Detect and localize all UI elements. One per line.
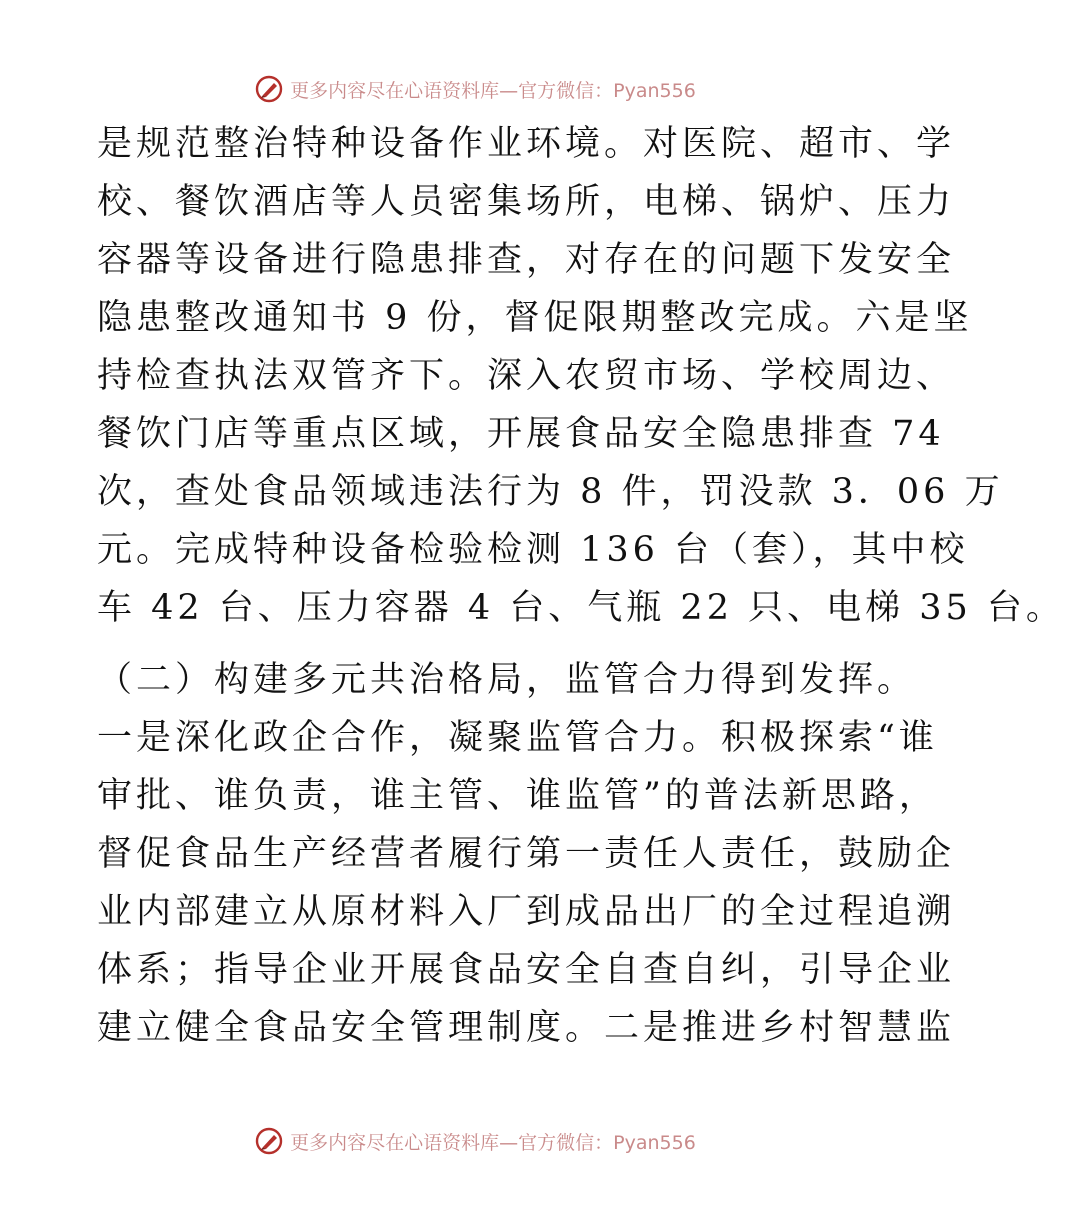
pen-logo-icon (254, 1126, 284, 1156)
body-line: 督促食品生产经营者履行第一责任人责任，鼓励企 (97, 834, 956, 874)
body-line: 体系；指导企业开展食品安全自查自纠，引导企业 (97, 950, 956, 990)
watermark-text: 更多内容尽在心语资料库—官方微信：Pyan556 (290, 1131, 696, 1154)
document-body (97, 122, 1065, 1064)
body-line: 建立健全食品安全管理制度。二是推进乡村智慧监 (97, 1008, 956, 1048)
body-line: 业内部建立从原材料入厂到成品出厂的全过程追溯 (97, 892, 956, 932)
pen-logo-icon (254, 74, 284, 104)
body-line: 次，查处食品领域违法行为 8 件，罚没款 3．06 万 (97, 472, 1004, 512)
body-line: 持检查执法双管齐下。深入农贸市场、学校周边、 (97, 356, 956, 396)
watermark-text: 更多内容尽在心语资料库—官方微信：Pyan556 (290, 79, 696, 102)
body-line: 元。完成特种设备检验检测 136 台（套），其中校 (97, 530, 969, 570)
footer-watermark (0, 1126, 950, 1156)
header-watermark (0, 74, 950, 104)
body-line: 是规范整治特种设备作业环境。对医院、超市、学 (97, 124, 956, 164)
section-heading: （二）构建多元共治格局，监管合力得到发挥。 (97, 660, 917, 700)
body-line: 一是深化政企合作，凝聚监管合力。积极探索“谁 (97, 718, 938, 758)
body-line: 餐饮门店等重点区域，开展食品安全隐患排查 74 (97, 414, 945, 454)
body-line: 校、餐饮酒店等人员密集场所，电梯、锅炉、压力 (97, 182, 956, 222)
body-line: 审批、谁负责，谁主管、谁监管”的普法新思路， (97, 776, 938, 816)
body-line: 容器等设备进行隐患排查，对存在的问题下发安全 (97, 240, 956, 280)
body-line: 车 42 台、压力容器 4 台、气瓶 22 只、电梯 35 台。 (97, 588, 1065, 628)
body-line: 隐患整改通知书 9 份，督促限期整改完成。六是坚 (97, 298, 973, 338)
